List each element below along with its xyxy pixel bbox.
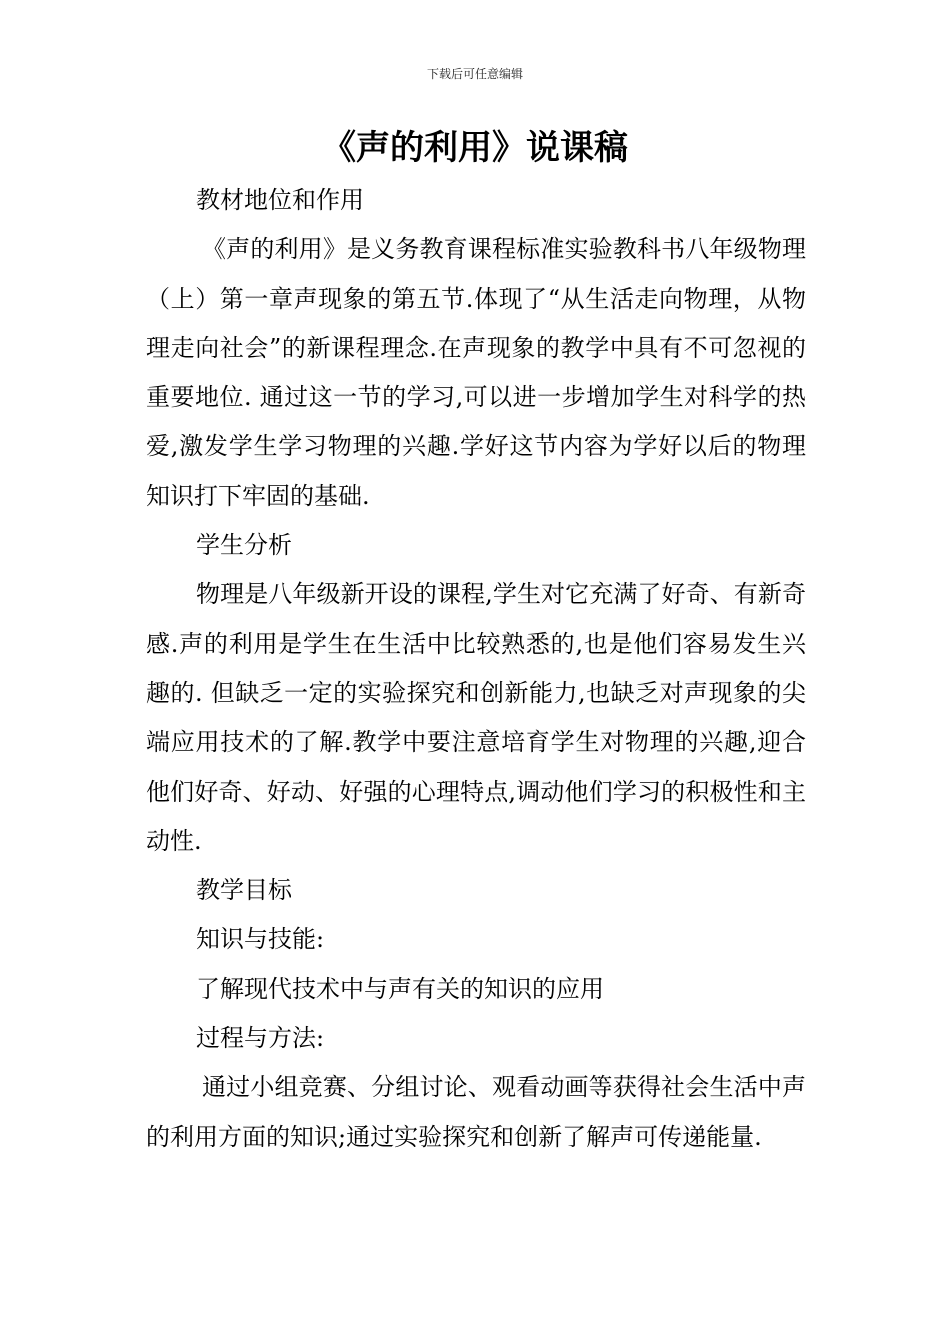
paragraph-student-analysis: 物理是八年级新开设的课程,学生对它充满了好奇、有新奇感.声的利用是学生在生活中比较熟悉的,也是他们容易发生兴趣的. 但缺乏一定的实验探究和创新能力,也缺乏对声现象的尖端应用技术的了解.教学中要注意培育学生对物理的兴趣,迎合他们好奇、好动、好强的心理特点,调动他们学习的积极性和主动性. <box>146 580 806 855</box>
document-body <box>146 176 806 1162</box>
section-heading-student-analysis: 学生分析 <box>196 531 292 560</box>
document-title: 《声的利用》说课稿 <box>322 128 628 168</box>
paragraph-process-methods: 通过小组竞赛、分组讨论、观看动画等获得社会生活中声的利用方面的知识;通过实验探究和创新了解声可传递能量. <box>146 1073 806 1151</box>
subheading-knowledge-skills: 知识与技能: <box>196 925 325 954</box>
header-note: 下载后可任意编辑 <box>426 67 523 81</box>
paragraph-textbook-role: 《声的利用》是义务教育课程标准实验教科书八年级物理（上）第一章声现象的第五节.体现了“从生活走向物理，从物理走向社会”的新课程理念.在声现象的教学中具有不可忽视的重要地位. 通过这一节的学习,可以进一步增加学生对科学的热爱,激发学生学习物理的兴趣.学好这节内容为学好以后的物理知识打下牢固的基础. <box>146 235 806 510</box>
paragraph-knowledge-skills: 了解现代技术中与声有关的知识的应用 <box>196 974 604 1003</box>
section-heading-textbook-role: 教材地位和作用 <box>196 186 364 214</box>
subheading-process-methods: 过程与方法: <box>196 1024 325 1053</box>
section-heading-teaching-goals: 教学目标 <box>196 876 292 905</box>
